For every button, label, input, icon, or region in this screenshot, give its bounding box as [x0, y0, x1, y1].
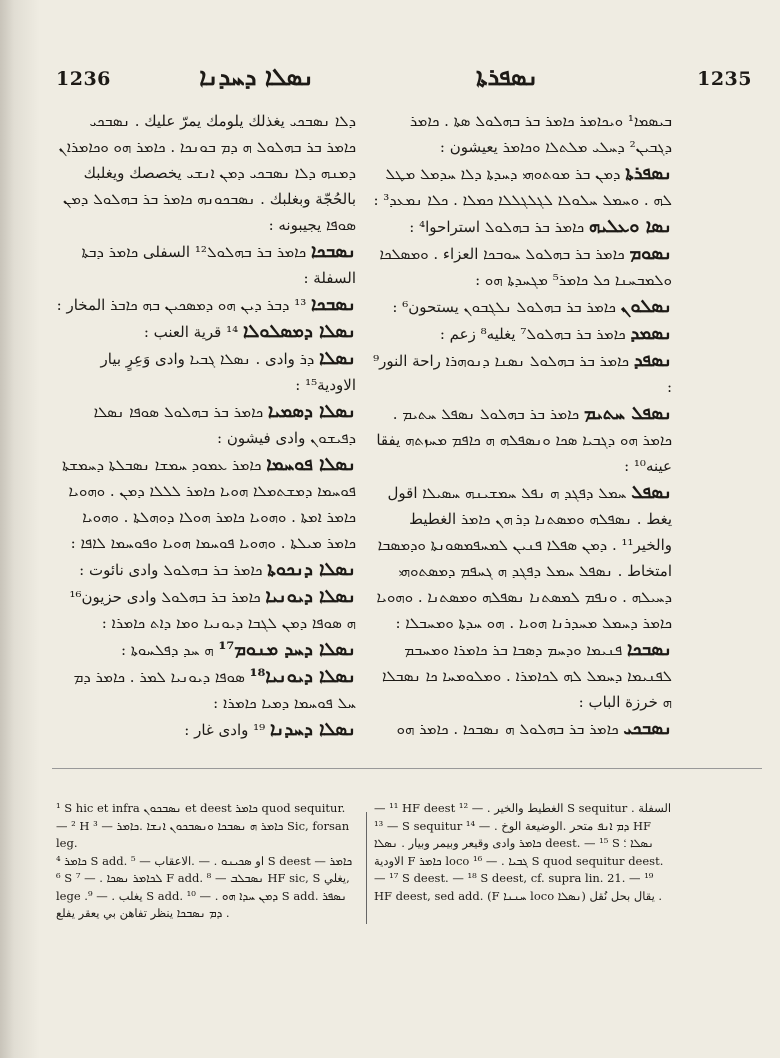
entry-lemma: ܢܣܡܕ [630, 323, 672, 344]
dictionary-entry [56, 664, 356, 716]
entry-text: ܕܪ وادى . ܢܣܠܐ ܓܒܝܐ وادى وَعِرٍ بيار الاودية¹⁵ : [100, 350, 356, 394]
dictionary-entry [372, 480, 672, 636]
dictionary-entry [56, 319, 356, 345]
dictionary-entry [372, 637, 672, 715]
entry-lemma: ܢܣܠܐ ܕܢܟܘܬܐ [267, 559, 356, 580]
dictionary-entry [56, 239, 356, 291]
dictionary-entry [372, 716, 672, 742]
entry-text: ¹⁴ قرية العنب : [143, 323, 239, 341]
footnote: — ¹¹ HF deest الغطيط والخير . — ¹² S sequitur السفلة . — ¹³ S sequitur ܕܡ ܐܢܦ متحر .الوضيعة الوخ . — ¹⁴ HF ܟܐܡܪ وادى وقيعر وبيمر وبيار . ܢܣܠܐ deest. — ¹⁵ S ܢܣܠܐ ؛ الاودية F ܟܐܡܪ loco ܓܒܝܐ . — ¹⁶ S quod sequitur deest. — ¹⁷ S deest. — ¹⁸ S deest, cf. supra lin. 21. — ¹⁹ HF deest, sed add. (F ܚܢܢܐ loco ܢܣܠܐ) يقال بحل نُقل . [374, 801, 672, 903]
entry-text: ܣܘܦܐ ܕܝܘܢܝܐ ܠܡܪ . ܟܐܡܪ ܕܡ ܚܠ ܦܘܚܡܐ ܕܡܝܐ ܟܐܡܪܐ : [73, 668, 356, 712]
dictionary-entry [56, 292, 356, 318]
entry-lemma: ܢܣܠܐ ܕܣܡܝܐ [267, 401, 356, 422]
entry-text: ܟܐܡܪ ܒܪ ܒܗܠܘܠ¹² السفلى ܟܐܡܪ ܕܒܬܐ السفلة : [81, 243, 356, 287]
entry-text: ܟܐܡܪ ܒܪ ܒܗܠܘܠ ܢܣܢܐ ܕܢܘܗܪܐ راحة النور⁹ : [373, 352, 672, 396]
entry-lemma: ܢܣܠܐ ܕܡܣܠܘܠܐ [242, 321, 356, 342]
dictionary-entry [56, 637, 356, 663]
entry-lemma: ܢܣܠܘܢ [620, 296, 672, 317]
entry-text: ܕܠܐ ܢܣܒܟܝ يغذلك يلومك يمرّ عليك . ܢܣܒܟܝ ܟܐܡܪ ܒܪ ܒܗܠܘܠ ܗ ܕܡ ܒܘܢܟܐ . ܟܐܡܪ ܗܘ ܘܟܐܡܪܐܢ ܕܡܢܗ ܕܠܐ ܢܣܒܟܝ ܕܡܢ ܐܢܫܝ يخصصك ويغلبك بالحُجّة وبغلبك . ܢܣܒܟܘܢܗ ܟܐܡܪ ܒܪ ܒܗܠܘܠ ܕܡܢ ܣܘܦܐ يجيبونه : [58, 112, 356, 234]
dictionary-entry [372, 161, 672, 213]
entry-text: ܕܡܢ ܒܪ ܡܘܬܘܗܝ ܕܚܕܬܐ ܕܠܐ ܚܕܡܠ ܡܛܠ ܠܗ . ܘܚܡܠ ܚܠܘܠܐ ܠܓܠܓܠܠܐ ܟܡܠܐ . ܟܠܐ ܢܡܥܕ³ : [373, 165, 672, 209]
dictionary-entry [372, 348, 672, 400]
entry-lemma: ܢܣܠܐ ܕܝܘܢܝܐ¹⁸ [249, 666, 356, 687]
running-title-left: ܢܣܠܐ ܕܚܕܢܐ [199, 62, 314, 91]
footnote-separator [52, 768, 762, 769]
footnote: ¹ S hic et infra ܢܣܒܟܘܢ et deest ܟܐܡܪ quod sequitur. — ² H ܟܐܡܪ ܗ ܢܣܒܟܐ ܘܢܣܒܟܘܢ ܐܢܫܐ .ܟܐܡܪ — ³ Sic, forsan leg. [56, 801, 350, 850]
entry-text: ܟܐܡܪ ܒܪ ܒܗܠܘܠ استراحوا⁴ : [409, 218, 585, 236]
footnotes-left [56, 800, 356, 923]
entry-lemma: ܢܣܦܕ [633, 350, 672, 371]
entry-text: ܟܐܡܪ ܒܪ ܒܗܠܘܠ ܚܘܒܟܐ العزاء . ܘܡܣܠܟܐ ܘܠܡܒܚܢܐ ܟܠ ܟܐܡܪ⁵ ܡܓܚܕܬܐ ܗܘ : [379, 245, 672, 289]
dictionary-entry [372, 321, 672, 347]
entry-text: ܗ ܚܕ ܕܦܠܚܘܬܐ : [120, 641, 214, 659]
entry-lemma: ܢܣܦܠ [631, 482, 672, 503]
entry-text: ܟܐܡܪ ܒܪ ܒܗܠܘܠ وادى نائوت : [79, 561, 263, 579]
entry-text: ܟܐܡܪ ܒܪ ܒܗܠܘܠ ܢܣܦܠ ܚܬܝܡ . ܟܐܡܪ ܗܘ ܕܓܒܝܐ ܣܟܐ ܘܢܣܦܠܗ ܗ ܟܐܦܡ ܡܚܙܬܗ يفقا عينه¹⁰ : [376, 405, 672, 475]
left-text-column [56, 108, 356, 744]
dictionary-entry [372, 214, 672, 240]
entry-lemma: ܢܣܠܐ ܕܝܘܢܝܐ [265, 586, 356, 607]
dictionary-entry [56, 557, 356, 583]
entry-lemma: ܢܣܘܡ [629, 243, 672, 264]
dictionary-entry [372, 401, 672, 479]
gutter-shadow [0, 0, 40, 1058]
dictionary-entry [56, 717, 356, 743]
entry-lemma: ܢܣܦܠ ܚܬܝܡ [583, 403, 672, 424]
entry-lemma: ܢܣܠܐ [319, 348, 356, 369]
running-title-right: ܢܣܦܪܬܐ [476, 62, 539, 91]
dictionary-entry [372, 108, 672, 160]
footnotes-right [374, 800, 674, 905]
entry-lemma: ܢܣܦܪܬܐ [625, 163, 672, 184]
dictionary-entry [56, 399, 356, 451]
entry-text: ܦܢܝܡܐ ܘܕܚܡ ܕܣܒܐ ܒܪ ܟܐܡܪܐ ܘܡܚܒܡ ܠܦܢܝܡܐ ܕܚܡܠ ܠܗ ܠܟܐܡܪܐ . ܘܡܠܘܡܚܐ ܟܐ ܢܣܒܠܐ ܗ خرزة الباب : [382, 641, 672, 711]
footnote-column-divider [366, 812, 367, 924]
page-number-right: 1235 [697, 68, 752, 90]
entry-lemma: ܢܣܒܟܐ [311, 241, 356, 262]
entry-text: ܒܝܣܡܐ¹ ܘܝܟܐܡܪ ܟܐܡܪ ܒܪ ܒܗܠܘܠ ܣܬܐ . ܟܐܡܪ ܕܓܒܝܢ² ܕܚܠܝ ܡܠܬܠܐ ܘܟܐܡܪ يعيشون : [409, 112, 672, 156]
entry-lemma: ܢܣܠܐ ܦܘܚܡܐ [266, 454, 356, 475]
page-number-left: 1236 [56, 68, 111, 90]
entry-text: ܟܐܡܪ ܒܪ ܒܗܠܘܠ ܢܠܓܒܘܢ يستحون⁶ : [392, 298, 616, 316]
entry-text: ܟܐܡܪ ܥܡܘܕ ܚܡܫܐ ܢܣܒܠܬܐ ܕܚܡܫܬܐ ܦܘܚܡܐ ܕܡܫܬܡܠܐ ܗܘܝܐ ܟܐܡܪ ܠܠܠܐ ܕܡܢ . ܘܗܘܝܐ ܟܐܡܪ ܐܡܬܐ . ܘܗܘܝܐ ܟܐܡܪ ܗܘܠܐ ܕܘܗܠܬܐ . ܘܗܘܝܐ ܟܐܡܪ ܡܝܠܬܐ . ܘܗܘܝܐ ܦܘܚܡܐ ܗܘܝܐ ܘܦܘܚܡܐ ܠܐܦܐ : [61, 456, 356, 552]
entry-lemma: ܢܣܒܟܝ [623, 718, 672, 739]
entry-text: ¹⁹ وادى غار : [184, 721, 266, 739]
footnote: ܟܐܡܪ ⁴ S add. او ܣܟܝܢܘ . — .الاعقاب — ⁵ S deest ܟܐܡܪ — ⁶ S ܠܟܐܡܪ ܢܣܟܐ . — ⁷ F add. ܢܣܒܠܒ — ⁸ HF sic, S يغلي, lege .يغلب . — ⁹ S add. ܕܡܢ ܚܕܐ ܗܘ . — ¹⁰ S add. ܢܣܦܪ ܕܡ ܢܣܒܟܐ ينظر تفاهن بي يعقر يفلع . [56, 853, 353, 920]
dictionary-entry [372, 241, 672, 293]
entry-lemma: ܢܣܐ ܘܥܠܝܗ [588, 216, 672, 237]
left-page-header [56, 62, 362, 92]
dictionary-entry [56, 584, 356, 636]
entry-text: ܟܐܡܪ ܒܪ ܒܗܠܘܠ وادى حزيون¹⁶ ܗ ܣܘܦܐ ܕܡܢ ܠܓܒܐ ܕܝܘܢܝܐ ܘܡܐ ܕܐܬ ܟܐܡܪܐ : [69, 588, 356, 632]
entry-text: ܚܡܠ ܕܦܓܕ ܗ ܢܦܠ ܚܡܫܝܢܗ ܚܣܝܠܐ اقول يغط . ܢܣܦܠܗ ܘܡܣܬܢܐ ܕܪ ܗܢ ܟܐܡܪ الغطيط والخير¹¹ . ܕܡܢ ܣܦܠܐ ܦܢܝܢ ܠܡܚܦܡܣܘܢܬܐ ܘܕܡܣܒܐ امتخاط . ܢܣܦܠ ܚܡܠ ܕܦܓܕ ܗ ܓܚܦܡ ܕܡܣܬܘܗܝ ܕܚܝܠܗ . ܘܢܦܡ ܠܡܣܬܢܐ ܢܣܦܠܗ ܘܡܣܬܢܐ . ܘܗܘܝܐ ܟܐܡܪ ܕܚܡܠ ܡܚܕܪܢܐ ܗܘܝܐ . ܗܘ ܚܕܬܐ ܘܡܚܒܠܐ : [376, 484, 672, 632]
right-text-column [372, 108, 672, 743]
dictionary-entry [372, 294, 672, 320]
entry-text: ܟܐܡܪ ܒܪ ܒܗܠܘܠ ܣܘܦܐ ܢܣܠܐ ܕܦܝܫܘܢ وادى فيشون : [93, 403, 356, 447]
right-page-header [372, 62, 752, 92]
entry-text: ܟܐܡܪ ܒܪ ܒܗܠܘܠ ܗ ܢܣܒܟܐ . ܟܐܡܪ ܗܘ [396, 720, 619, 738]
entry-lemma: ܢܣܠܐ ܕܚܕܢܐ [269, 719, 356, 740]
dictionary-entry [56, 452, 356, 556]
entry-text: ¹³ ܕܒܪ ܕܝܢ ܗܘ ܕܡܣܟܝܢ ܒܗ ܟܐܒܪ المخار : [56, 296, 307, 314]
dictionary-entry [56, 108, 356, 238]
dictionary-entry [56, 346, 356, 398]
entry-lemma: ܢܣܠܐ ܕܚܕ ܡܢܘܡ¹⁷ [218, 639, 356, 660]
entry-text: ܟܐܡܪ ܒܪ ܒܗܠܘܠ⁷ يغليه⁸ زعم : [439, 325, 626, 343]
entry-lemma: ܢܣܒܟܐ [627, 639, 672, 660]
entry-lemma: ܢܣܒܟܐ [311, 294, 356, 315]
